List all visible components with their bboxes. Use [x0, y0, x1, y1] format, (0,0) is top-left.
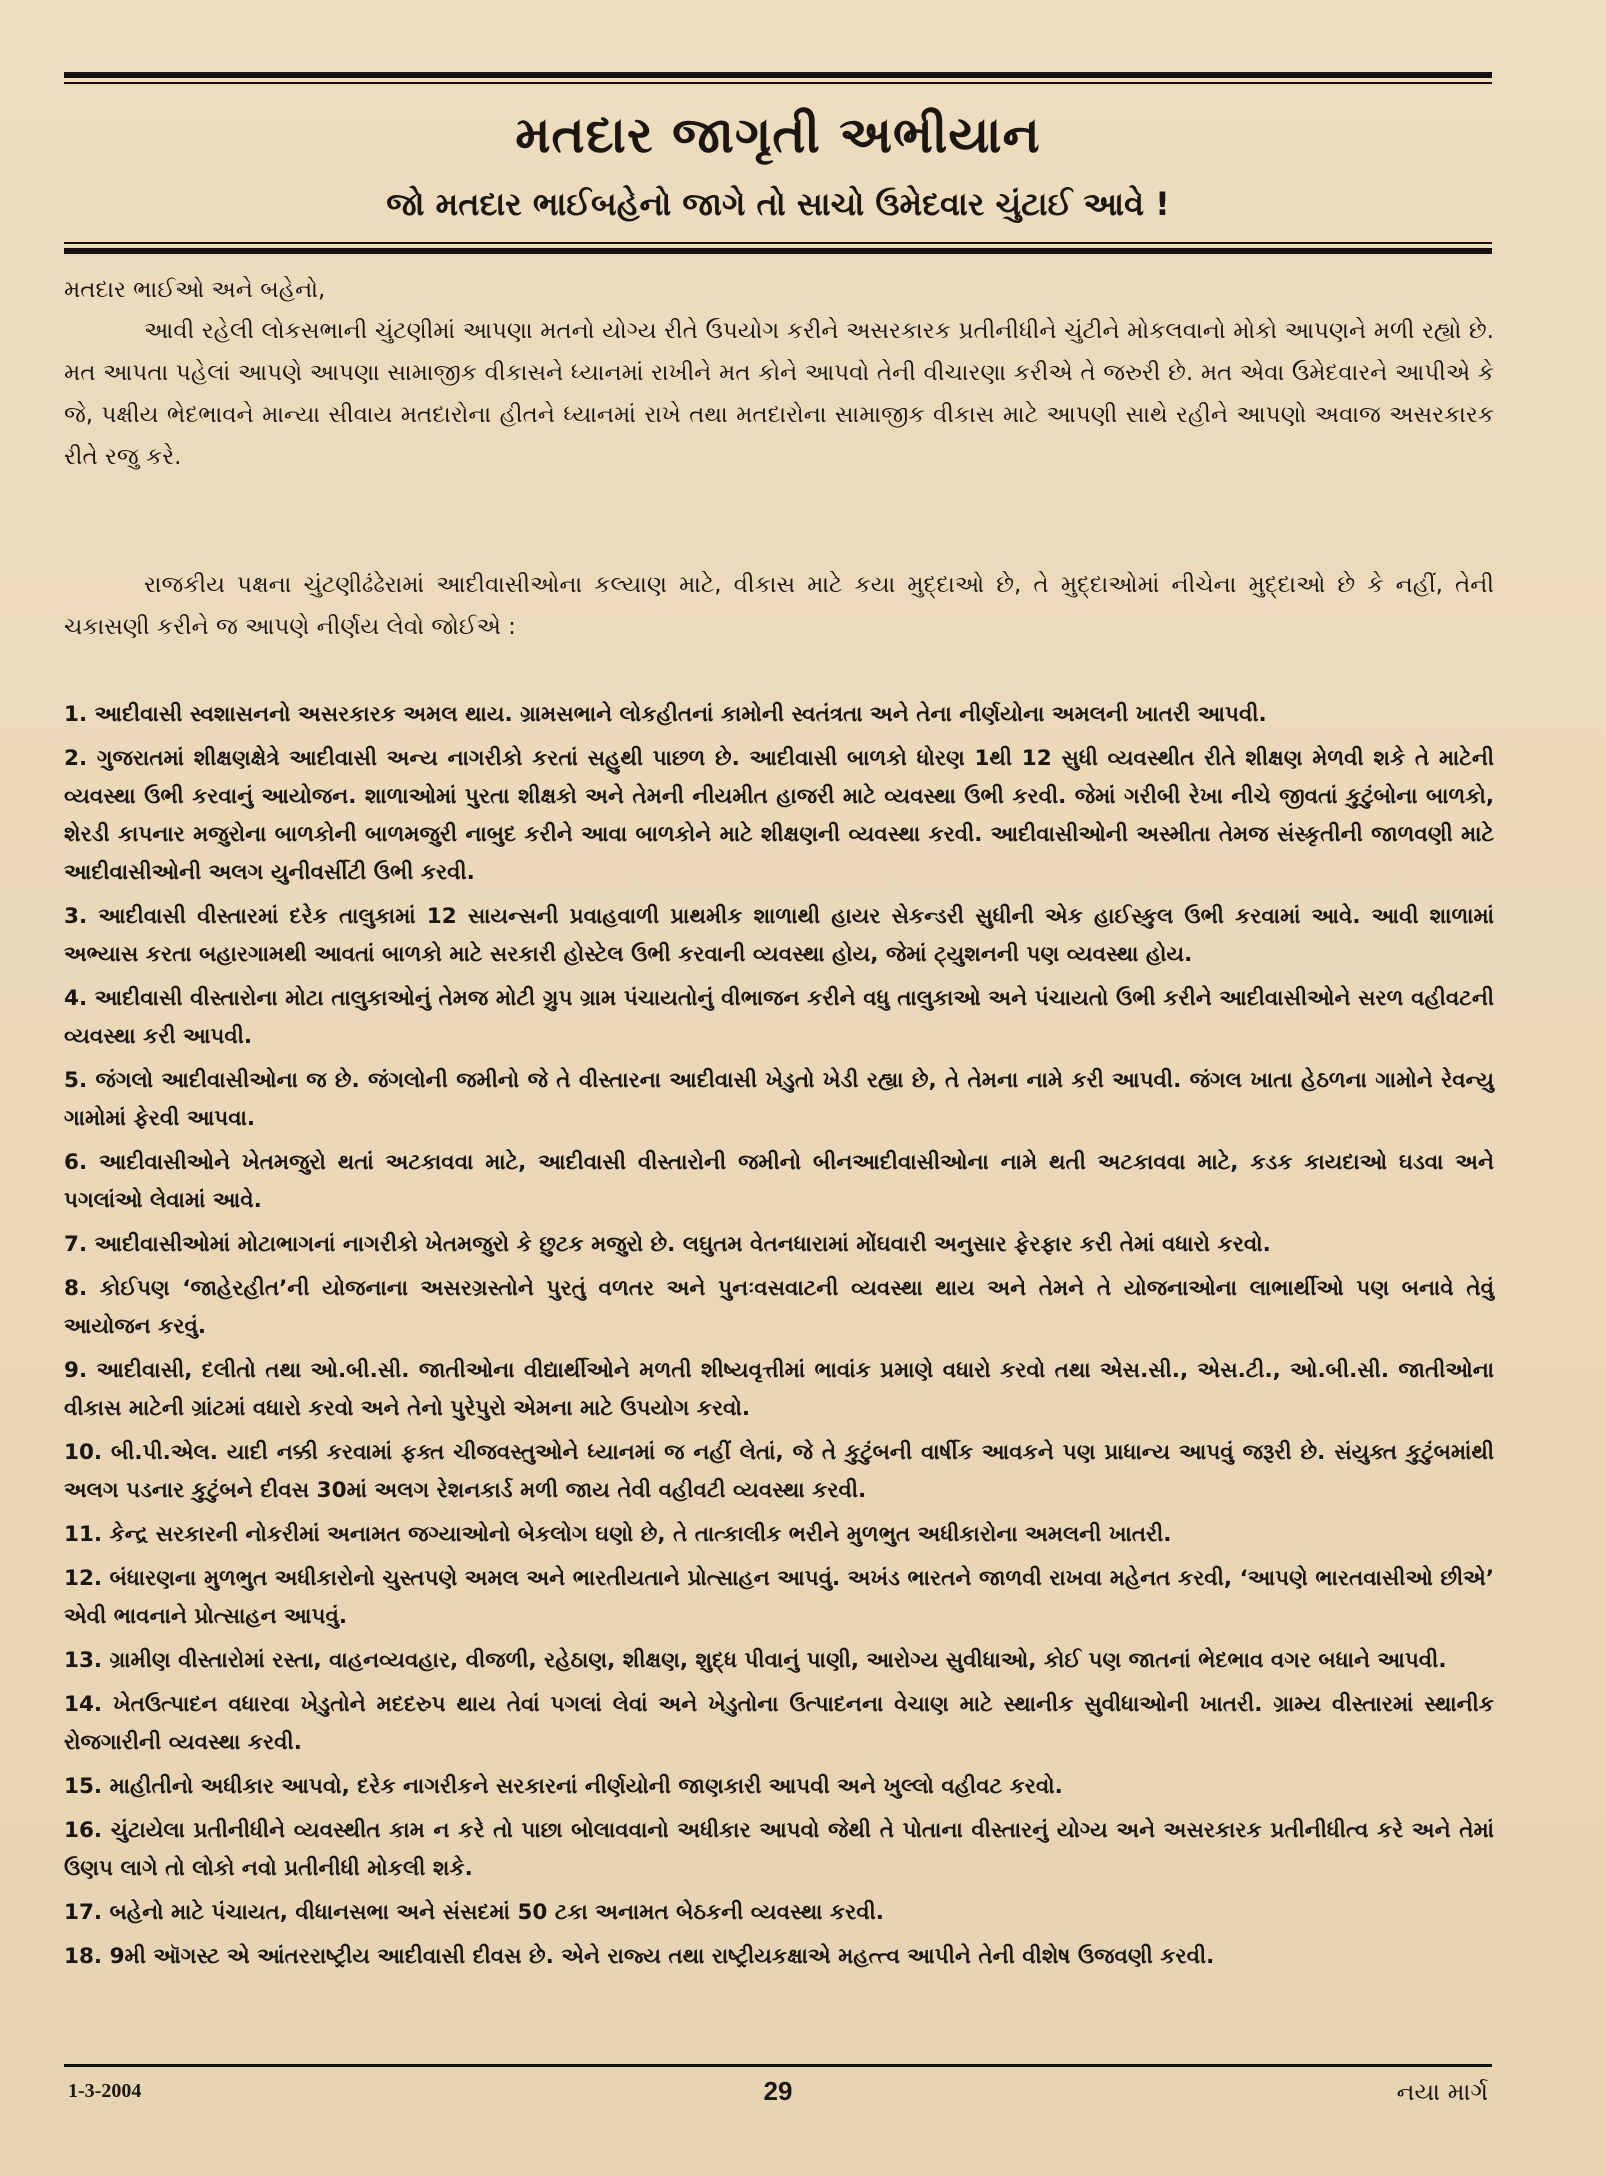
list-item: 10. બી.પી.એલ. યાદી નક્કી કરવામાં ફક્ત ચીજવસ્તુઓને ધ્યાનમાં જ નહીં લેતાં, જે તે કુટુંબની વાર્ષીક આવકને પણ પ્રાધાન્ય આપવું જરૂરી છે. સંયુક્ત કુટુંબમાંથી અલગ પડનાર કુટુંબને દીવસ 30માં અલગ રેશનકાર્ડ મળી જાય તેવી વહીવટી વ્યવસ્થા કરવી.	[64, 1440, 1494, 1503]
list-item: 12. બંધારણના મુળભુત અધીકારોનો ચુસ્તપણે અમલ અને ભારતીયતાને પ્રોત્સાહન આપવું. અખંડ ભારતને જાળવી રાખવા મહેનત કરવી, ‘આપણે ભારતવાસીઓ છીએ’ એવી ભાવનાને પ્રોત્સાહન આપવું.	[64, 1566, 1494, 1629]
list-item: 14. ખેતઉત્પાદન વધારવા ખેડુતોને મદદરુપ થાય તેવાં પગલાં લેવાં અને ખેડુતોના ઉત્પાદનના વેચાણ માટે સ્થાનીક સુવીધાઓની ખાતરી. ગ્રામ્ય વીસ્તારમાં સ્થાનીક રોજગારીની વ્યવસ્થા કરવી.	[64, 1692, 1494, 1755]
article-title: મતદાર જાગૃતી અભીયાન	[515, 106, 1041, 164]
footer-rule	[64, 2064, 1492, 2067]
article-body	[64, 270, 1494, 1982]
issue-date: 1-3-2004	[68, 2080, 142, 2102]
list-item: 16. ચુંટાયેલા પ્રતીનીધીને વ્યવસ્થીત કામ ન કરે તો પાછા બોલાવવાનો અધીકાર આપવો જેથી તે પોતાના વીસ્તારનું યોગ્ય અને અસરકારક પ્રતીનીધીત્વ કરે અને તેમાં ઉણપ લાગે તો લોકો નવો પ્રતીનીધી મોકલી શકે.	[64, 1818, 1494, 1881]
intro-paragraph: આવી રહેલી લોકસભાની ચુંટણીમાં આપણા મતનો યોગ્ય રીતે ઉપયોગ કરીને અસરકારક પ્રતીનીધીને ચુંટીને મોકલવાનો મોકો આપણને મળી રહ્યો છે. મત આપતા પહેલાં આપણે આપણા સામાજીક વીકાસને ધ્યાનમાં રાખીને મત કોને આપવો તેની વીચારણા કરીએ તે જરુરી છે. મત એવા ઉમેદવારને આપીએ કે જે, પક્ષીય ભેદભાવને માન્યા સીવાય મતદારોના હીતને ધ્યાનમાં રાખે તથા મતદારોના સામાજીક વીકાસ માટે આપણી સાથે રહીને આપણો અવાજ અસરકારક રીતે રજુ કરે.	[64, 318, 1494, 470]
header-bottom-rule-thick	[64, 248, 1492, 254]
article-subtitle: જો મતદાર ભાઈબહેનો જાગે તો સાચો ઉમેદવાર ચુંટાઈ આવે !	[386, 185, 1170, 223]
list-item: 18. 9મી ઑગસ્ટ એ આંતરરાષ્ટ્રીય આદીવાસી દીવસ છે. એને રાજ્ય તથા રાષ્ટ્રીયકક્ષાએ મહત્ત્વ આપીને તેની વીશેષ ઉજવણી કરવી.	[64, 1944, 1215, 1969]
top-rule-thick	[64, 72, 1492, 78]
page-number: 29	[763, 2076, 793, 2106]
list-item: 6. આદીવાસીઓને ખેતમજુરો થતાં અટકાવવા માટે, આદીવાસી વીસ્તારોની જમીનો બીનઆદીવાસીઓના નામે થતી અટકાવવા માટે, કડક કાયદાઓ ઘડવા અને પગલાંઓ લેવામાં આવે.	[64, 1150, 1494, 1213]
list-item: 17. બહેનો માટે પંચાયત, વીધાનસભા અને સંસદમાં 50 ટકા અનામત બેઠકની વ્યવસ્થા કરવી.	[64, 1900, 884, 1925]
list-item: 11. કેન્દ્ર સરકારની નોકરીમાં અનામત જગ્યાઓનો બેકલોગ ઘણો છે, તે તાત્કાલીક ભરીને મુળભુત અધીકારોના અમલની ખાતરી.	[64, 1522, 1172, 1547]
list-item: 4. આદીવાસી વીસ્તારોના મોટા તાલુકાઓનું તેમજ મોટી ગ્રુપ ગ્રામ પંચાયતોનું વીભાજન કરીને વધુ તાલુકાઓ અને પંચાયતો ઉભી કરીને આદીવાસીઓને સરળ વહીવટની વ્યવસ્થા કરી આપવી.	[64, 986, 1494, 1049]
list-item: 3. આદીવાસી વીસ્તારમાં દરેક તાલુકામાં 12 સાયન્સની પ્રવાહવાળી પ્રાથમીક શાળાથી હાયર સેકન્ડરી સુધીની એક હાઈસ્કુલ ઉભી કરવામાં આવે. આવી શાળામાં અભ્યાસ કરતા બહારગામથી આવતાં બાળકો માટે સરકારી હોસ્ટેલ ઉભી કરવાની વ્યવસ્થા હોય, જેમાં ટ્યુશનની પણ વ્યવસ્થા હોય.	[64, 904, 1494, 967]
list-item: 13. ગ્રામીણ વીસ્તારોમાં રસ્તા, વાહનવ્યવહાર, વીજળી, રહેઠાણ, શીક્ષણ, શુદ્ધ પીવાનું પાણી, આરોગ્ય સુવીધાઓ, કોઈ પણ જાતનાં ભેદભાવ વગર બધાને આપવી.	[64, 1648, 1447, 1673]
top-rule-thin	[64, 82, 1492, 84]
list-item: 1. આદીવાસી સ્વશાસનનો અસરકારક અમલ થાય. ગ્રામસભાને લોકહીતનાં કામોની સ્વતંત્રતા અને તેના નીર્ણયોના અમલની ખાતરી આપવી.	[64, 702, 1267, 727]
header-bottom-rule-thin	[64, 242, 1492, 244]
list-item: 9. આદીવાસી, દલીતો તથા ઓ.બી.સી. જાતીઓના વીદ્યાર્થીઓને મળતી શીષ્યવૃત્તીમાં ભાવાંક પ્રમાણે વધારો કરવો તથા એસ.સી., એસ.ટી., ઓ.બી.સી. જાતીઓના વીકાસ માટેની ગ્રાંટમાં વધારો કરવો અને તેનો પુરેપુરો એમના માટે ઉપયોગ કરવો.	[64, 1358, 1494, 1421]
list-item: 7. આદીવાસીઓમાં મોટાભાગનાં નાગરીકો ખેતમજુરો કે છુટક મજુરો છે. લઘુતમ વેતનધારામાં મોંઘવારી અનુસાર ફેરફાર કરી તેમાં વધારો કરવો.	[64, 1232, 1271, 1257]
list-item: 8. કોઈપણ ‘જાહેરહીત’ની યોજનાના અસરગ્રસ્તોને પુરતું વળતર અને પુનઃવસવાટની વ્યવસ્થા થાય અને તેમને તે યોજનાઓના લાભાર્થીઓ પણ બનાવે તેવું આયોજન કરવું.	[64, 1276, 1494, 1339]
list-item: 5. જંગલો આદીવાસીઓના જ છે. જંગલોની જમીનો જે તે વીસ્તારના આદીવાસી ખેડુતો ખેડી રહ્યા છે, તે તેમના નામે કરી આપવી. જંગલ ખાતા હેઠળના ગામોને રેવન્યુ ગામોમાં ફેરવી આપવા.	[64, 1068, 1494, 1131]
demands-list	[64, 696, 1494, 1976]
list-item: 2. ગુજરાતમાં શીક્ષણક્ષેત્રે આદીવાસી અન્ય નાગરીકો કરતાં સહુથી પાછળ છે. આદીવાસી બાળકો ધોરણ 1થી 12 સુધી વ્યવસ્થીત રીતે શીક્ષણ મેળવી શકે તે માટેની વ્યવસ્થા ઉભી કરવાનું આયોજન. શાળાઓમાં પુરતા શીક્ષકો અને તેમની નીયમીત હાજરી માટે વ્યવસ્થા ઉભી કરવી. જેમાં ગરીબી રેખા નીચે જીવતાં કુટુંબોના બાળકો, શેરડી કાપનાર મજુરોના બાળકોની બાળમજુરી નાબુદ કરીને આવા બાળકોને માટે શીક્ષણની વ્યવસ્થા કરવી. આદીવાસીઓની અસ્મીતા તેમજ સંસ્કૃતીની જાળવણી માટે આદીવાસીઓની અલગ યુનીવર્સીટી ઉભી કરવી.	[64, 746, 1494, 885]
magazine-name: નયા માર્ગ	[1396, 2078, 1488, 2106]
list-item: 15. માહીતીનો અધીકાર આપવો, દરેક નાગરીકને સરકારનાં નીર્ણયોની જાણકારી આપવી અને ખુલ્લો વહીવટ કરવો.	[64, 1774, 1063, 1799]
second-paragraph: રાજકીય પક્ષના ચુંટણીઢંઢેરામાં આદીવાસીઓના કલ્યાણ માટે, વીકાસ માટે કયા મુદ્દાઓ છે, તે મુદ્દાઓમાં નીચેના મુદ્દાઓ છે કે નહીં, તેની ચકાસણી કરીને જ આપણે નીર્ણય લેવો જોઈએ :	[64, 572, 1494, 640]
page-footer	[64, 2072, 1492, 2112]
salutation: મતદાર ભાઈઓ અને બહેનો,	[64, 277, 326, 303]
